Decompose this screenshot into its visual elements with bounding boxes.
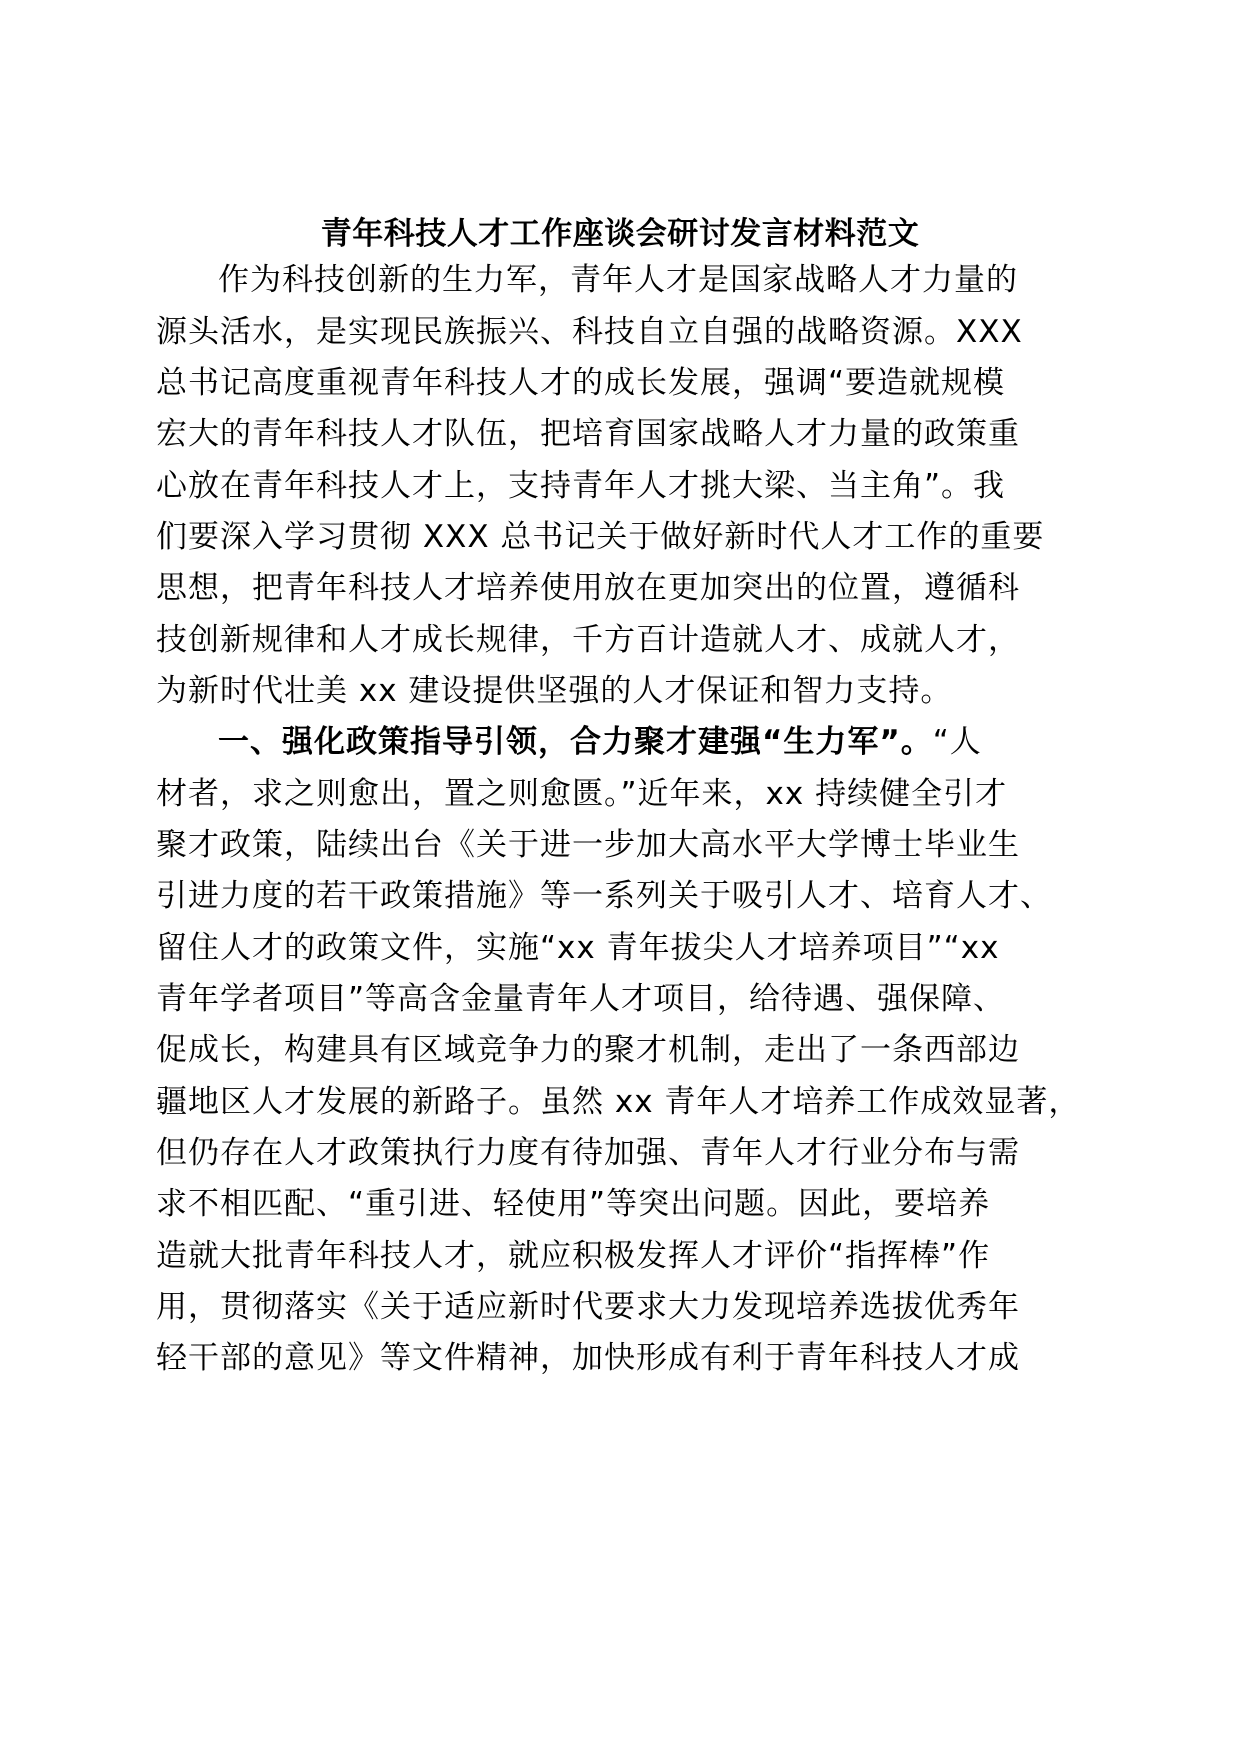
paragraph-line: 但仍存在人才政策执行力度有待加强、青年人才行业分布与需	[156, 1135, 1020, 1171]
section-heading: 一、强化政策指导引领，合力聚才建强“生力军”。	[218, 724, 933, 760]
paragraph-line: 们要深入学习贯彻 XXX 总书记关于做好新时代人才工作的重要	[156, 519, 1045, 555]
quote-start: “人	[932, 724, 982, 760]
paragraph-line: 用，贯彻落实《关于适应新时代要求大力发现培养选拔优秀年	[156, 1289, 1020, 1325]
paragraph-line: 求不相匹配、“重引进、轻使用”等突出问题。因此，要培养	[156, 1186, 991, 1222]
section-heading-line	[218, 720, 982, 764]
paragraph-line: 源头活水，是实现民族振兴、科技自立自强的战略资源。XXX	[156, 314, 1023, 350]
paragraph-line: 思想，把青年科技人才培养使用放在更加突出的位置，遵循科	[156, 570, 1020, 606]
paragraph-line: 引进力度的若干政策措施》等一系列关于吸引人才、培育人才、	[156, 878, 1052, 914]
paragraph-line: 疆地区人才发展的新路子。虽然 xx 青年人才培养工作成效显著，	[156, 1084, 1081, 1120]
paragraph-line: 青年学者项目”等高含金量青年人才项目，给待遇、强保障、	[156, 981, 1006, 1017]
paragraph-line: 为新时代壮美 xx 建设提供坚强的人才保证和智力支持。	[156, 673, 953, 709]
paragraph-line: 聚才政策，陆续出台《关于进一步加大高水平大学博士毕业生	[156, 827, 1020, 863]
paragraph-line: 留住人才的政策文件，实施“xx 青年拔尖人才培养项目”“xx	[156, 930, 1000, 966]
paragraph-line: 材者，求之则愈出，置之则愈匮。”近年来，xx 持续健全引才	[156, 776, 1008, 812]
paragraph-line: 作为科技创新的生力军，青年人才是国家战略人才力量的	[218, 262, 1018, 298]
document-title: 青年科技人才工作座谈会研讨发言材料范文	[320, 216, 920, 252]
paragraph-line: 心放在青年科技人才上，支持青年人才挑大梁、当主角”。我	[156, 468, 1006, 504]
paragraph-line: 技创新规律和人才成长规律，千方百计造就人才、成就人才，	[156, 622, 1020, 658]
paragraph-line: 宏大的青年科技人才队伍，把培育国家战略人才力量的政策重	[156, 416, 1020, 452]
paragraph-line: 促成长，构建具有区域竞争力的聚才机制，走出了一条西部边	[156, 1032, 1020, 1068]
paragraph-line: 总书记高度重视青年科技人才的成长发展，强调“要造就规模	[156, 365, 1006, 401]
paragraph-line: 造就大批青年科技人才，就应积极发挥人才评价“指挥棒”作	[156, 1238, 991, 1274]
paragraph-line: 轻干部的意见》等文件精神，加快形成有利于青年科技人才成	[156, 1340, 1020, 1376]
